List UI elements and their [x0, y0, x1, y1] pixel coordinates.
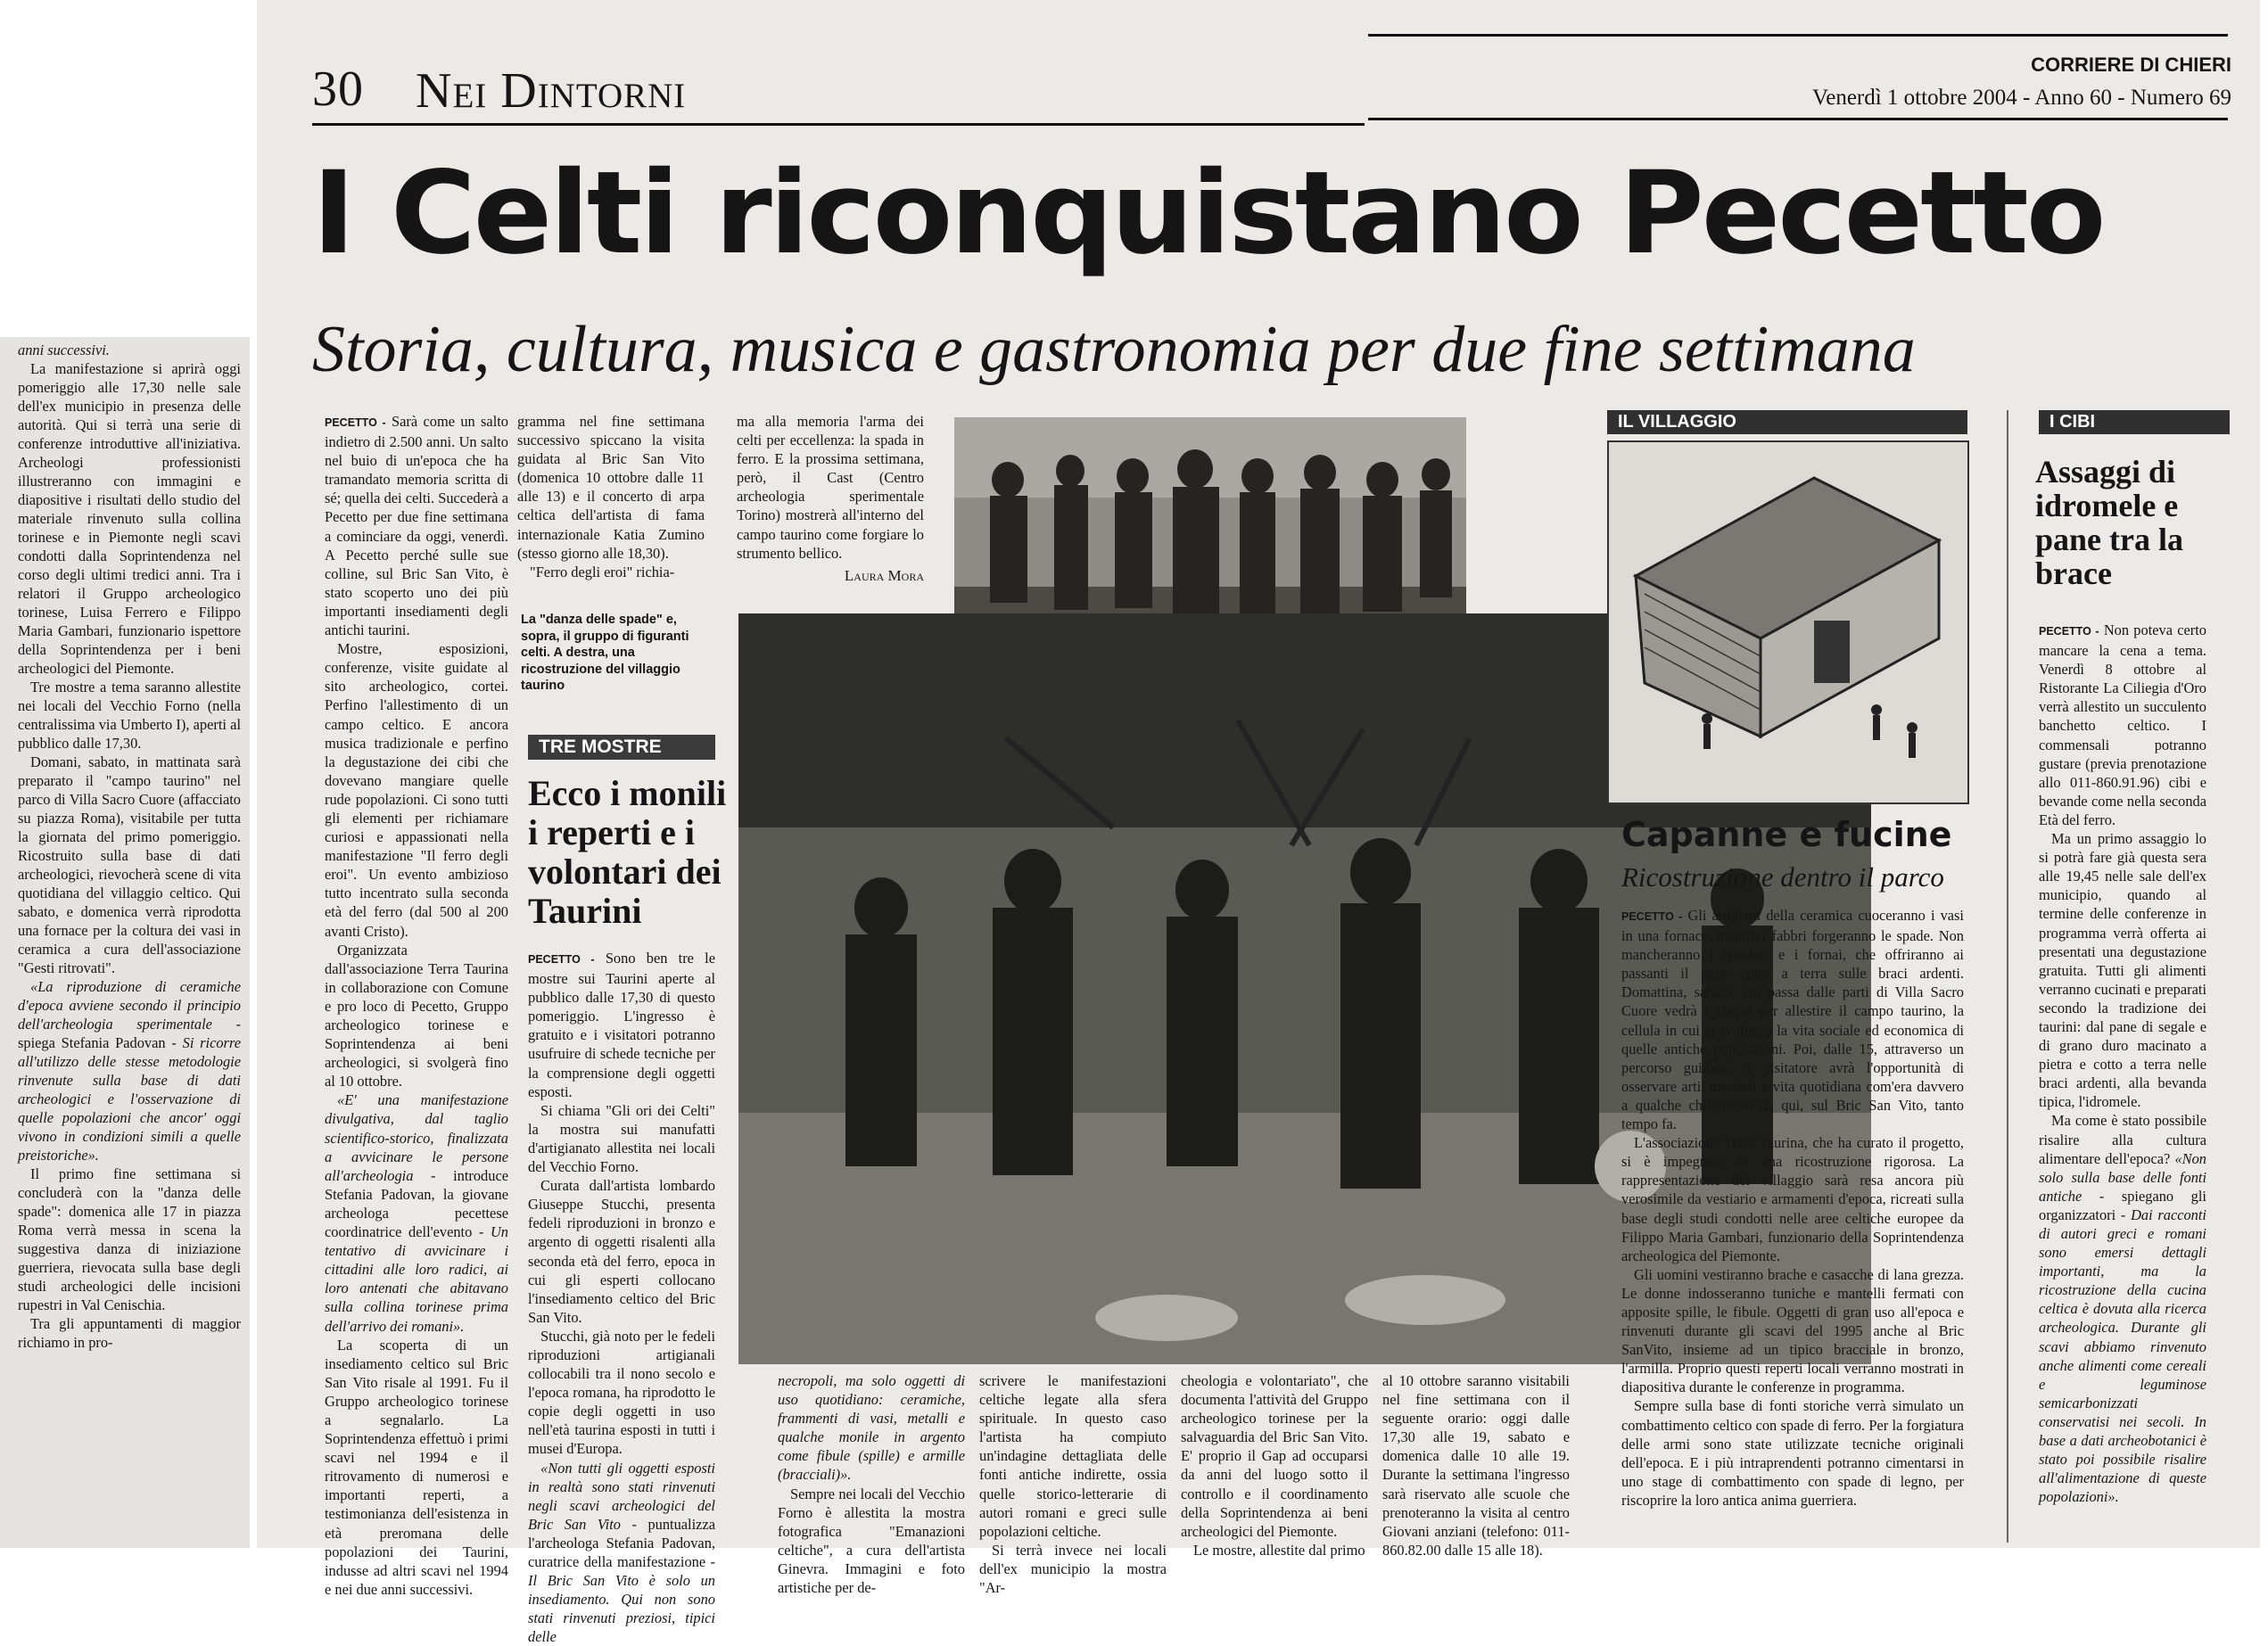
article-column-3: [737, 412, 924, 585]
mostre-paragraph: scrivere le manifestazioni celtiche legate alla sfera spirituale. In questo caso l'artista ha compiuto un'indagine dettagliata delle fonti antiche indirette, ossia quelle storico-letterarie di autori romani e greci sulle popolazioni celtiche.: [979, 1372, 1167, 1540]
masthead-rule-right: [1368, 118, 2228, 120]
villaggio-paragraph: Gli uomini vestiranno brache e casacche di lana grezza. Le donne indosseranno tuniche e mantelli fermati con apposite spille, le fibule. Oggetti di gran uso all'epoca e rinvenuti durante gli scavi del 1995 anche al Bric SanVito, insieme ad un tipico bracciale in bronzo, l'armilla. Proprio questi reperti locali verranno mostrati in diapositiva durante le conferenze in programma.: [1621, 1265, 1964, 1396]
mostre-paragraph: Sempre nei locali del Vecchio Forno è allestita la mostra fotografica "Emanazioni celtiche", a cura dell'artista Ginevra. Immagini e foto artistiche per de-: [778, 1485, 965, 1597]
clipping-paragraph: La manifestazione si aprirà oggi pomeriggio alle 17,30 nelle sale dell'ex municipio in presenza delle autorità. Qui si terrà una serie di conferenze introduttive all'iniziativa. Archeologi professionisti illustreranno con immagini e diapositive i risultati dello studio del materiale rinvenuto sulla collina torinese e in Piemonte negli scavi condotti dalla Soprintendenza nel corso degli ultimi tredici anni. Tra i relatori il Gruppo archeologico torinese, Luisa Ferrero e Filippo Maria Gambari, funzionario ispettore della Soprintendenza per i beni archeologici del Piemonte.: [18, 360, 241, 677]
clipping-paragraph: Domani, sabato, in mattinata sarà preparato il "campo taurino" nel parco di Villa Sacro Cuore (affacciato su piazza Roma), visitabile per tutta la giornata del primo pomeriggio. Ricostruito sulla base di dati archeologici, rievocherà scene di vita quotidiana del villaggio celtico. Qui sabato, e domenica verrà riprodotta una fornace per la coltura dei vasi in ceramica a cura dell'associazione "Gesti ritrovati".: [18, 753, 241, 976]
mostre-paragraph: al 10 ottobre saranno visitabili nel fine settimana con il seguente orario: oggi dalle 17,30 alle 19, sabato e domenica dalle 10 alle 19. Durante la settimana l'ingresso sarà riservato alle scuole che prenoteranno la visita al centro Giovani anziani (telefono: 011-860.82.00 dalle 15 alle 18).: [1382, 1372, 1570, 1559]
village-hut-illustration: [1609, 442, 1967, 802]
article-quote: «E' una manifestazione divulgativa, dal taglio scientifico-storico, finalizzata a avvicinare le persone all'archeologia - introduce Stefania Padovan, la giovane archeologa pecettese coordinatrice dell'evento - Un tentativo di avvicinare i cittadini alle loro radici, ai loro antenati che abitavano sulla collina torinese prima dell'arrivo dei romani».: [325, 1091, 508, 1335]
mostre-paragraph: Stucchi, già noto per le fedeli riproduzioni artigianali collocabili tra il nono secolo e l'epoca romana, ha riprodotto le copie degli oggetti in uso nell'età taurina esposti in tutti i musei d'Europa.: [528, 1327, 715, 1458]
clipping-paragraph: Il primo fine settimana si concluderà con la "danza delle spade": domenica alle 17 in piazza Roma verrà messa in scena la suggestiva danza di iniziazione guerriera, rievocata sulla base degli studi archeologici delle incisioni rupestri in Val Cenischia.: [18, 1165, 241, 1313]
lead-paragraph: PECETTO - Sarà come un salto indietro di 2.500 anni. Un salto nel buio di un'epoca che ha tramandato memoria scritta di sé; quella dei celti. Succederà a Pecetto per due fine settimana a cominciare da oggi, venerdì. A Pecetto perché sulle sue colline, sul Bric San Vito, è stato scoperto uno dei più importanti insediamenti degli antichi taurini.: [325, 413, 508, 639]
mostre-column-1: [528, 949, 715, 1646]
villaggio-lead-paragraph: PECETTO - Gli artigiani della ceramica cuoceranno i vasi in una fornace, mentre i fabbri forgeranno le spade. Non mancheranno i tessitori e i fornai, che offriranno ai passanti il pane cotto a terra sulle braci ardenti. Domattina, sabato, chi passa dalle parti di Villa Sacro Cuore vedrà i viavai per allestire il campo taurino, la cellula in cui si svolgeva la vita sociale ed economica di quelle antiche popolazioni. Poi, dalle 15, attraverso un percorso guidato, il visitatore avrà l'opportunità di osservare arti, mestieri e vita quotidiana com'era davvero a qualche chilometro da qui, sul Bric San Vito, tanto tempo fa.: [1621, 907, 1964, 1133]
issue-date: Venerdì 1 ottobre 2004 - Anno 60 - Numero 69: [1811, 86, 2231, 110]
column-divider: [2007, 410, 2008, 1543]
mostre-lead-paragraph: PECETTO - Sono ben tre le mostre sui Taurini aperte al pubblico dalle 17,30 di questo pomeriggio. L'ingresso è gratuito e i visitatori potranno usufruire di schede tecniche per la comprensione degli oggetti esposti.: [528, 950, 715, 1100]
cibi-title: Assaggi di idromele e pane tra la brace: [2035, 454, 2183, 591]
article-paragraph: "Ferro degli eroi" richia-: [530, 563, 675, 580]
newspaper-name: CORRIERE DI CHIERI: [2031, 53, 2231, 76]
mostre-title: Ecco i monili i reperti e i volontari dei Taurini: [528, 773, 727, 931]
cibi-text: [2039, 621, 2206, 1506]
village-drawing: [1607, 440, 1969, 804]
mostre-paragraph: Curata dall'artista lombardo Giuseppe Stucchi, presenta fedeli riproduzioni in bronzo e argento di oggetti risalenti alla seconda età del ferro, epoca in cui gli esperti collocano l'insediamento celtico del Bric San Vito.: [528, 1177, 715, 1326]
article-paragraph: gramma nel fine settimana successivo spiccano la visita guidata al Bric San Vito (domenica 10 ottobre dalle 11 alle 13) e il concerto di arpa celtica dell'artista di fama internazionale Katia Zumino (stesso giorno alle 18,30).: [517, 413, 705, 562]
mostre-quote: «Non tutti gli oggetti esposti in realtà sono stati rinvenuti negli scavi archeologici del Bric San Vito - puntualizza l'archeologa Stefania Padovan, curatrice della manifestazione - Il Bric San Vito è solo un insediamento. Qui non sono stati rinvenuti preziosi, tipici delle: [528, 1459, 715, 1646]
villaggio-text: [1621, 906, 1964, 1510]
page-number: 30: [312, 62, 364, 117]
author-byline: Laura Mora: [844, 566, 924, 584]
masthead-rule-left: [312, 123, 1365, 126]
clipping-quote: «La riproduzione di ceramiche d'epoca avviene secondo il principio dell'archeologia sperimentale - spiega Stefania Padovan - Si ricorre all'utilizzo delle stesse metodologie rinvenute sulla base di dati archeologici e l'osservazione di quelle popolazioni che ancor' oggi vivono in condizioni simili a quelle preistoriche».: [18, 978, 242, 1164]
section-tag-tre-mostre: TRE MOSTRE: [528, 735, 715, 760]
cibi-paragraph: Ma un primo assaggio lo si potrà fare già questa sera alle 19,45 nelle sale dell'ex municipio, quando al termine delle conferenze in programma verrà offerta ai presentati una degustazione gratuita. Tutti gli alimenti verranno cucinati e preparati secondo la tradizione dei taurini: dal pane di segale e di grano duro macinato a pietra e cotto a terra nelle braci ardenti, alla bevanda tipica, l'idromele.: [2039, 830, 2206, 1111]
article-paragraph: Mostre, esposizioni, conferenze, visite guidate al sito archeologico, cortei. Perfino l'allestimento di un campo celtico. E ancora musica tradizionale e perfino la degustazione dei cibi che dovevano mangiare quelle rude popolazioni. Ci sono tutti gli elementi per richiamare curiosi e appassionati nella manifestazione "Il ferro degli eroi". Un evento ambizioso tutto incentrato sulla seconda età del ferro (dal 500 al 200 avanti Cristo).: [325, 640, 508, 940]
cibi-paragraph: Ma come è stato possibile risalire alla cultura alimentare dell'epoca? «Non solo sulla base delle fonti antiche - spiegano gli organizzatori - Dai racconti di autori greci e romani sono emersi dettagli importanti, ma la ricostruzione della cucina celtica è dovuta alla ricerca archeologica. Durante gli scavi abbiamo rinvenuto anche alimenti come cereali e leguminose semicarbonizzati conservatisi nei secoli. In base a dati archeobotanici è stato poi possibile risalire all'alimentazione di queste popolazioni».: [2039, 1112, 2206, 1506]
mostre-paragraph: Si terrà invece nei locali dell'ex municipio la mostra "Ar-: [979, 1541, 1167, 1597]
subheadline: Storia, cultura, musica e gastronomia per due fine settimana: [312, 313, 1916, 386]
clipping-paragraph: Tra gli appuntamenti di maggior richiamo in pro-: [18, 1315, 241, 1351]
mostre-column-5: [1382, 1371, 1570, 1560]
article-column-2: [517, 412, 705, 581]
newspaper-page: [257, 0, 2260, 1646]
villaggio-paragraph: L'associazione Terra Taurina, che ha curato il progetto, si è impegnata in una ricostruzione rigorosa. La rappresentazione del villaggio sarà resa ancora più verosimile da vestiario e armamenti d'epoca, ricreati sulla base degli studi condotti nelle aree celtiche europee da Filippo Maria Gambari, funzionario della Soprintendenza archeologica del Piemonte.: [1621, 1134, 1964, 1264]
mostre-column-4: [1181, 1371, 1368, 1560]
cibi-lead-paragraph: PECETTO - Non poteva certo mancare la cena a tema. Venerdì 8 ottobre al Ristorante La Ciliegia d'Oro verrà allestito un succulento banchetto celtico. I commensali potranno gustare (previa prenotazione allo 011-860.91.96) cibi e bevande come nella seconda Età del ferro.: [2039, 621, 2206, 828]
previous-page-clipping: [0, 337, 250, 1548]
article-paragraph: La scoperta di un insediamento celtico sul Bric San Vito risale al 1991. Fu il Gruppo archeologico torinese a segnalarlo. La Soprintendenza effettuò i primi scavi nel 1994 e il ritrovamento di numerosi e importanti reperti, a testimonianza dell'esistenza in età preromana delle popolazioni dei Taurini, indusse ad altri scavi nel 1994 e nei due anni successivi.: [325, 1336, 508, 1598]
clipping-fragment: anni successivi.: [18, 342, 110, 358]
masthead-top-rule: [1368, 34, 2228, 37]
section-tag-cibi: I CIBI: [2039, 410, 2230, 434]
section-title: Nei Dintorni: [416, 63, 687, 119]
article-paragraph: Organizzata dall'associazione Terra Taurina in collaborazione con Comune e pro loco di Pecetto, Gruppo archeologico torinese e Soprintendenza ai beni archeologici, si svolgerà fino al 10 ottobre.: [325, 941, 508, 1090]
mostre-column-2: [778, 1371, 965, 1597]
mostre-column-3: [979, 1371, 1167, 1597]
villaggio-subtitle: Ricostruzione dentro il parco: [1621, 861, 1944, 893]
mostre-paragraph: necropoli, ma solo oggetti di uso quotidiano: ceramiche, frammenti di vasi, metalli e qualche monile in argento come fibule (spille) e armille (bracciali)».: [778, 1372, 965, 1484]
villaggio-paragraph: Sempre sulla base di fonti storiche verrà simulato un combattimento celtico con spade di ferro. Per la forgiatura delle armi sono state utilizzate tecniche originali dell'epoca. E i più intraprendenti potranno cimentarsi in uno stage di combattimento con spade di legno, per riscoprire la loro antica anima guerriera.: [1621, 1397, 1964, 1509]
headline: I Celti riconquistano Pecetto: [312, 147, 2104, 280]
article-paragraph: ma alla memoria l'arma dei celti per eccellenza: la spada in ferro. E la prossima settimana, però, il Cast (Centro archeologia sperimentale Torino) mostrerà all'interno del campo taurino come forgiare lo strumento bellico.: [737, 413, 924, 562]
mostre-paragraph: Si chiama "Gli ori dei Celti" la mostra sui manufatti d'artigianato allestita nei locali del Vecchio Forno.: [528, 1101, 715, 1176]
mostre-paragraph: cheologia e volontariato", che documenta l'attività del Gruppo archeologico torinese per la salvaguardia del Bric San Vito. E' proprio il Gap ad occuparsi da anni del luogo sotto il controllo e il coordinamento della Soprintendenza ai beni archeologici del Piemonte.: [1181, 1372, 1368, 1540]
clipping-paragraph: Tre mostre a tema saranno allestite nei locali del Vecchio Forno (nella centralissima via Umberto I), aperti al pubblico dalle 17,30.: [18, 679, 241, 752]
villaggio-title: Capanne e fucine: [1621, 815, 1952, 854]
mostre-paragraph: Le mostre, allestite dal primo: [1193, 1541, 1365, 1559]
clipping-column: [18, 341, 241, 1352]
section-tag-villaggio: IL VILLAGGIO: [1607, 410, 1967, 434]
photo-caption: La "danza delle spade" e, sopra, il gruppo di figuranti celti. A destra, una ricostruzione del villaggio taurino: [521, 613, 689, 693]
article-column-1: [325, 412, 508, 1599]
